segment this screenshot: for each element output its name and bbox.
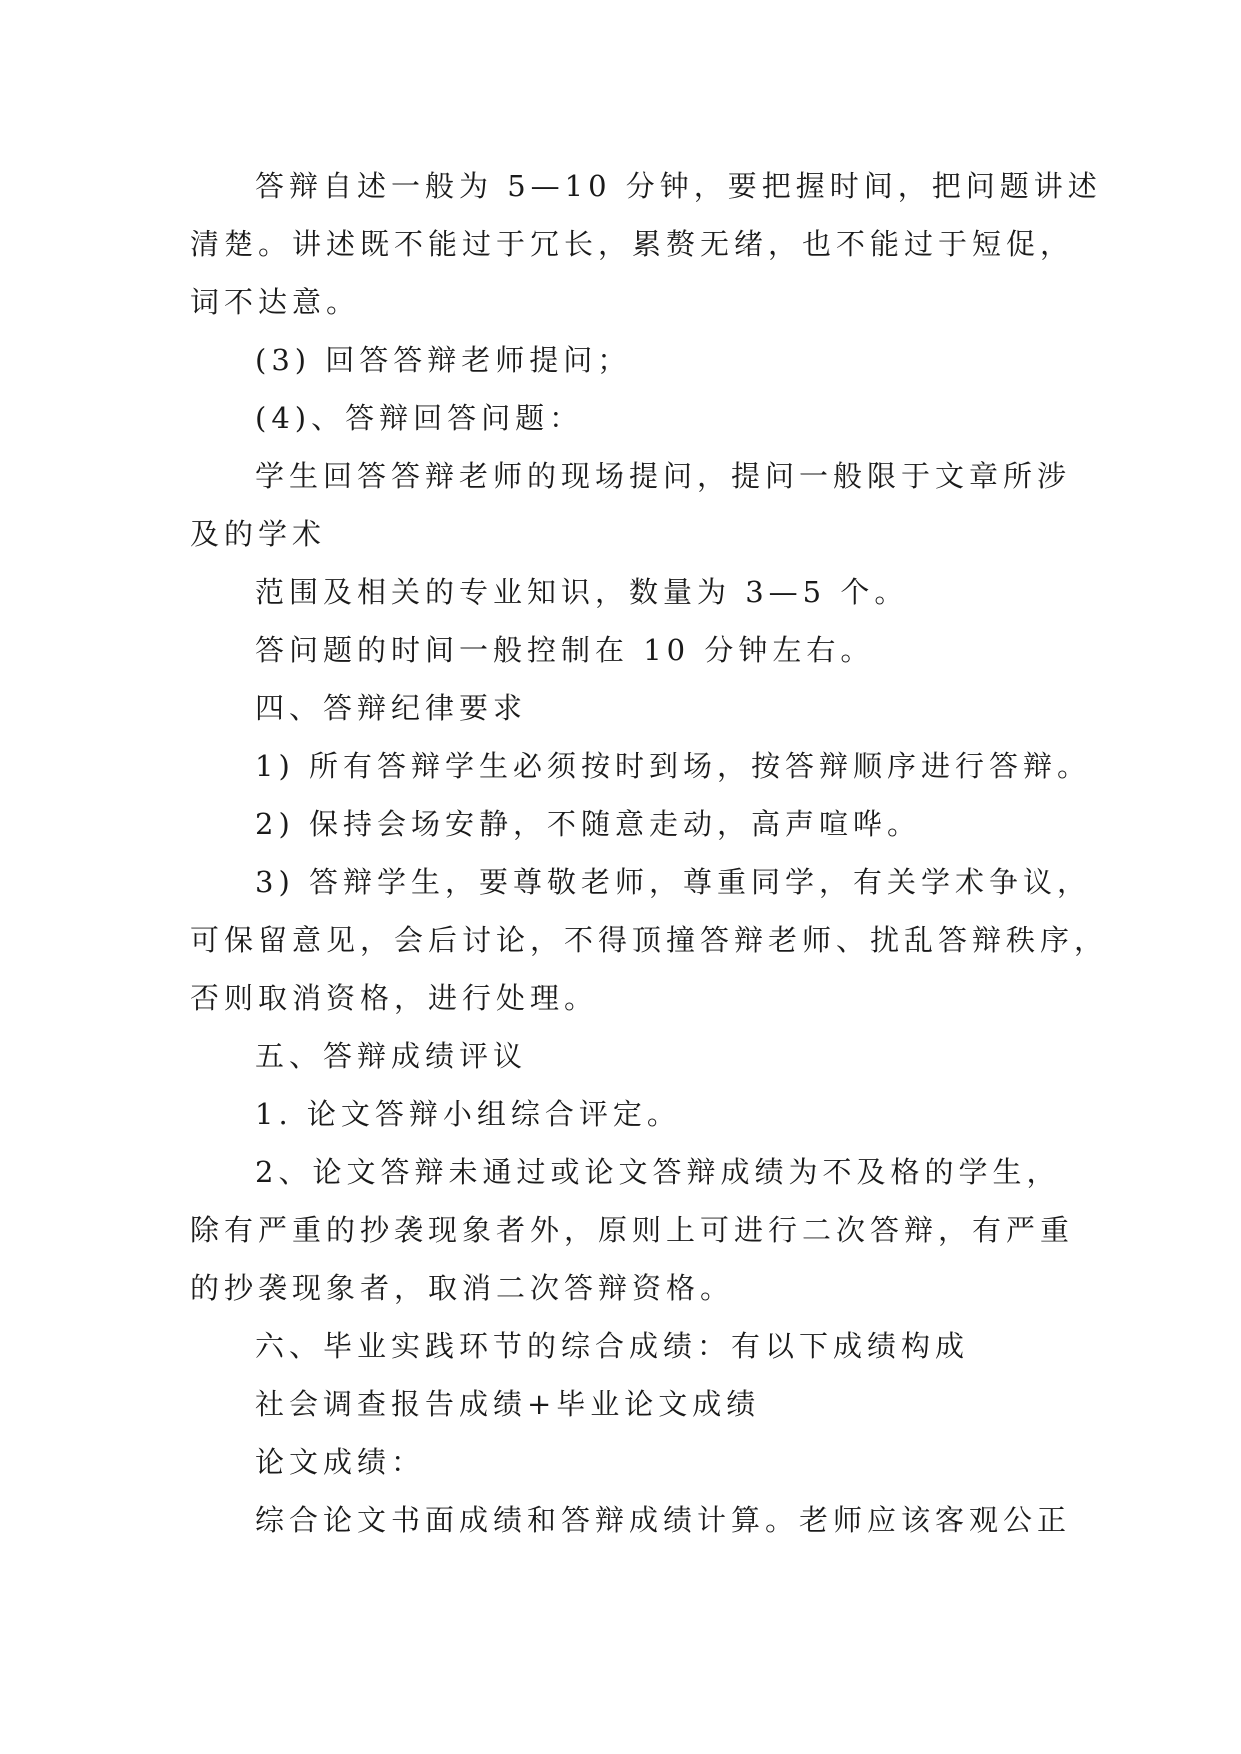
list-item: 3) 答辩学生，要尊敬老师，尊重同学，有关学术争议，: [255, 865, 1091, 899]
text-line: (3) 回答答辩老师提问；: [255, 343, 632, 377]
text-line: 的抄袭现象者，取消二次答辩资格。: [190, 1271, 735, 1305]
list-item: 1. 论文答辩小组综合评定。: [255, 1097, 681, 1131]
text-line: 否则取消资格，进行处理。: [190, 981, 599, 1015]
list-item: 2) 保持会场安静，不随意走动，高声喧哗。: [255, 807, 921, 841]
text-line: 学生回答答辩老师的现场提问，提问一般限于文章所涉: [255, 459, 1072, 493]
list-item: 2、论文答辩未通过或论文答辩成绩为不及格的学生，: [255, 1155, 1061, 1189]
text-line: 可保留意见，会后讨论，不得顶撞答辩老师、扰乱答辩秩序，: [190, 923, 1109, 957]
text-line: (4)、答辩回答问题：: [255, 401, 584, 435]
section-heading: 五、答辩成绩评议: [255, 1039, 528, 1073]
text-line: 社会调查报告成绩+毕业论文成绩: [255, 1387, 761, 1421]
list-item: 1) 所有答辩学生必须按时到场，按答辩顺序进行答辩。: [255, 749, 1091, 783]
text-line: 答问题的时间一般控制在 10 分钟左右。: [255, 633, 875, 667]
text-line: 综合论文书面成绩和答辩成绩计算。老师应该客观公正: [255, 1503, 1072, 1537]
text-line: 清楚。讲述既不能过于冗长，累赘无绪，也不能过于短促，: [190, 227, 1075, 261]
section-heading: 四、答辩纪律要求: [255, 691, 528, 725]
text-line: 答辩自述一般为 5—10 分钟，要把握时间，把问题讲述: [255, 169, 1102, 203]
text-line: 词不达意。: [190, 285, 361, 319]
section-heading: 六、毕业实践环节的综合成绩：有以下成绩构成: [255, 1329, 970, 1363]
text-line: 范围及相关的专业知识，数量为 3—5 个。: [255, 575, 909, 609]
text-line: 及的学术: [190, 517, 327, 551]
text-line: 论文成绩：: [255, 1445, 426, 1479]
text-line: 除有严重的抄袭现象者外，原则上可进行二次答辩，有严重: [190, 1213, 1075, 1247]
